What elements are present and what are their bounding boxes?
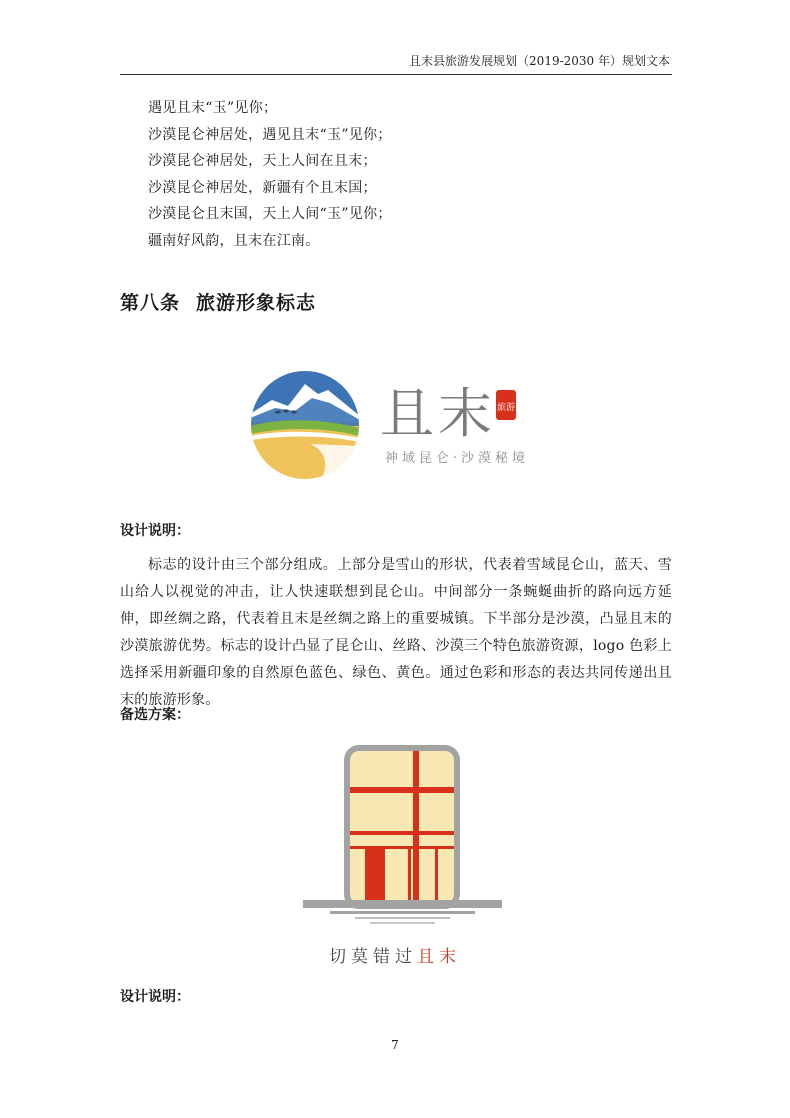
door-shape <box>365 846 385 904</box>
logo-emblem <box>250 370 360 480</box>
alternative-logo <box>295 740 510 940</box>
running-header: 且末县旅游发展规划（2019-2030 年）规划文本 <box>409 54 670 68</box>
poem-line: 沙漠昆仑且末国，天上人间“玉”见你； <box>148 206 392 222</box>
vertical-bar <box>413 751 419 904</box>
section-number: 第八条 <box>120 292 181 314</box>
design-note-heading-2: 设计说明： <box>120 989 190 1005</box>
logo-name: 且末 <box>380 382 496 445</box>
window-frame <box>347 748 457 906</box>
poem-block <box>148 95 392 254</box>
section-heading <box>120 288 316 315</box>
logo-description: 标志的设计由三个部分组成。上部分是雪山的形状，代表着雪域昆仑山，蓝天、雪山给人以视觉的冲击，让人快速联想到昆仑山。中间部分一条蜿蜒曲折的路向远方延伸，即丝绸之路，代表着且末是丝绸之路上的重要城镇。下半部分是沙漠，凸显且末的沙漠旅游优势。标志的设计凸显了昆仑山、丝路、沙漠三个特色旅游资源，logo 色彩上选择采用新疆印象的自然原色蓝色、绿色、黄色。通过色彩和形态的表达共同传递出且末的旅游形象。 <box>120 557 672 708</box>
poem-line: 沙漠昆仑神居处，遇见且末“玉”见你； <box>148 126 392 143</box>
slogan-prefix: 切莫错过 <box>329 947 417 967</box>
seal-text: 旅游 <box>496 403 516 413</box>
horizontal-bar <box>350 787 454 793</box>
page-number: 7 <box>391 1038 399 1052</box>
section-title: 旅游形象标志 <box>196 292 317 314</box>
poem-line: 遇见且末“玉”见你； <box>148 100 278 116</box>
design-note-heading: 设计说明： <box>120 523 190 539</box>
slogan-highlight: 且末 <box>417 947 461 967</box>
base-line <box>303 900 502 908</box>
alternative-heading: 备选方案： <box>120 707 190 723</box>
poem-line: 沙漠昆仑神居处，新疆有个且末国； <box>148 179 377 196</box>
header-divider <box>120 74 672 75</box>
tourism-logo <box>250 370 550 482</box>
logo-tagline: 神域昆仑·沙漠秘境 <box>384 451 530 466</box>
logo-slogan <box>0 942 790 967</box>
poem-line: 沙漠昆仑神居处，天上人间在且末； <box>148 153 377 169</box>
poem-line: 疆南好风韵，且末在江南。 <box>148 232 320 249</box>
